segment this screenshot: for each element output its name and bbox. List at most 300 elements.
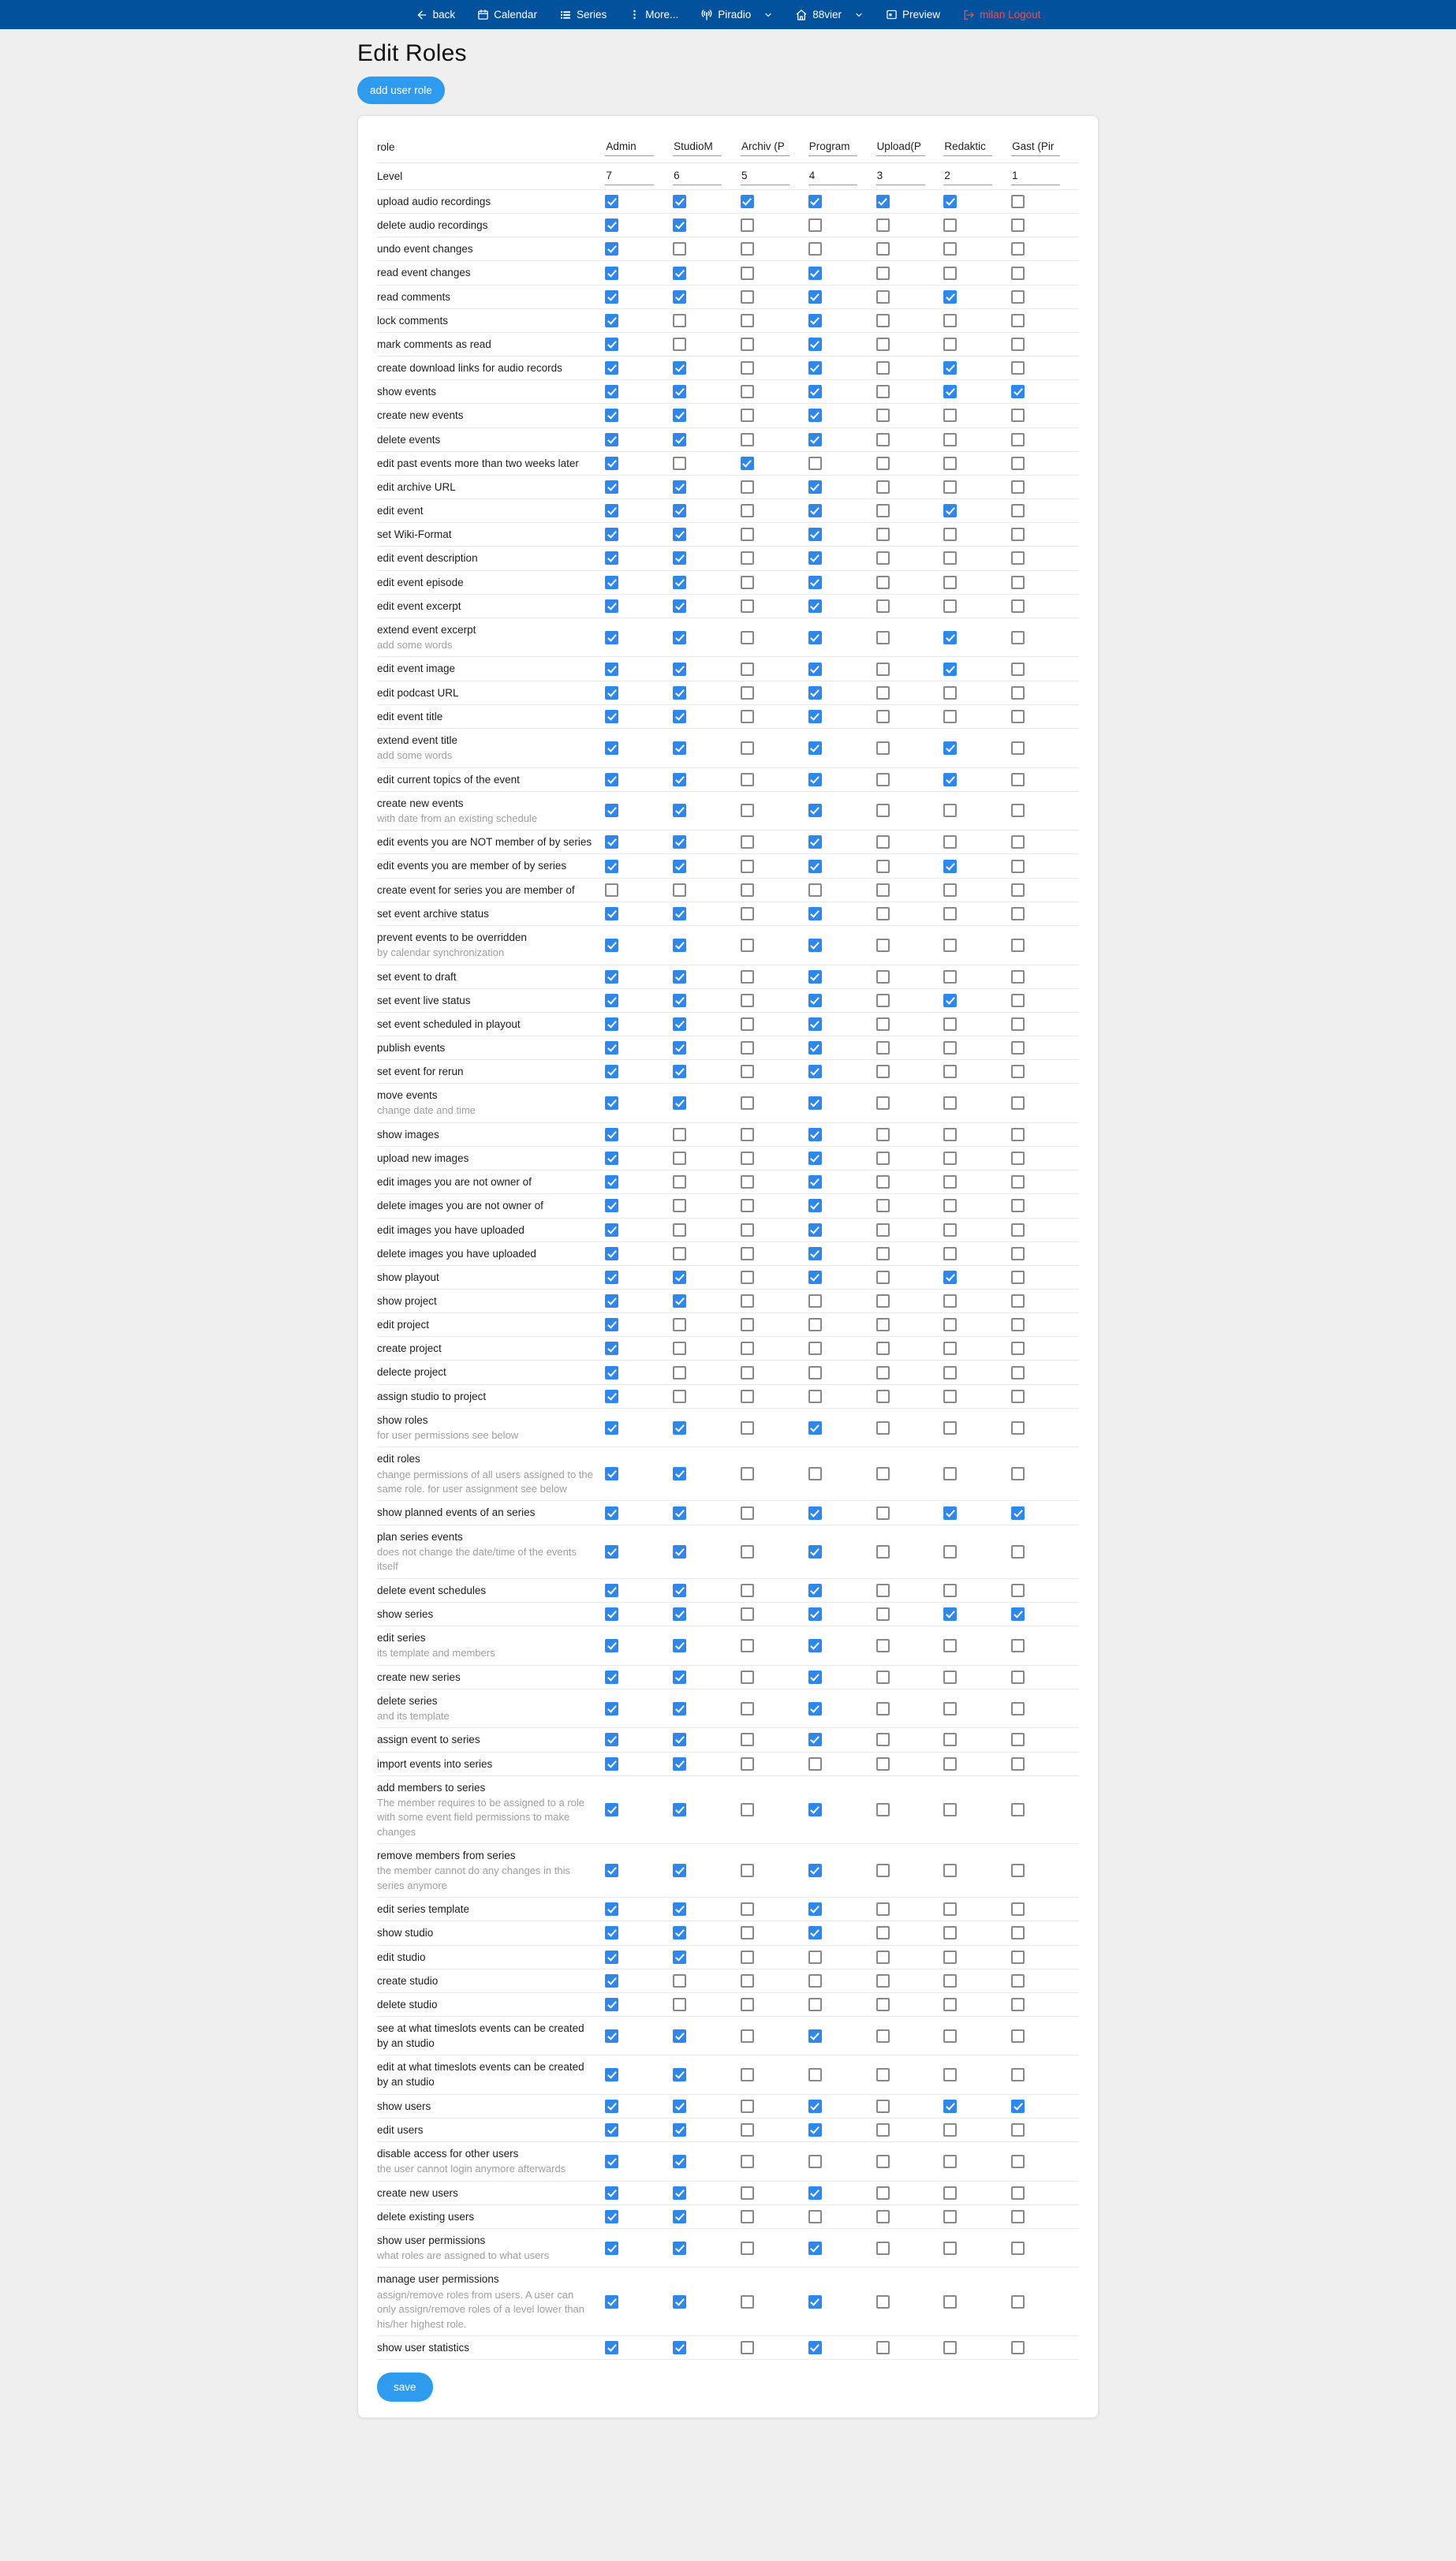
permission-checkbox[interactable] (605, 1342, 618, 1355)
permission-checkbox[interactable] (605, 1951, 618, 1964)
permission-checkbox[interactable] (808, 994, 822, 1007)
permission-checkbox[interactable] (876, 1366, 890, 1379)
permission-checkbox[interactable] (741, 1175, 754, 1189)
permission-checkbox[interactable] (808, 2295, 822, 2309)
permission-checkbox[interactable] (1011, 338, 1025, 351)
permission-checkbox[interactable] (808, 242, 822, 256)
permission-checkbox[interactable] (876, 994, 890, 1007)
permission-checkbox[interactable] (741, 1926, 754, 1939)
permission-checkbox[interactable] (741, 433, 754, 446)
permission-checkbox[interactable] (876, 1671, 890, 1684)
permission-checkbox[interactable] (673, 314, 686, 327)
permission-checkbox[interactable] (943, 1467, 957, 1480)
permission-checkbox[interactable] (605, 1128, 618, 1141)
permission-checkbox[interactable] (943, 409, 957, 422)
permission-checkbox[interactable] (673, 1342, 686, 1355)
permission-checkbox[interactable] (876, 1639, 890, 1652)
permission-checkbox[interactable] (943, 835, 957, 849)
permission-checkbox[interactable] (808, 1294, 822, 1308)
permission-checkbox[interactable] (673, 2242, 686, 2255)
permission-checkbox[interactable] (808, 773, 822, 786)
permission-checkbox[interactable] (1011, 1041, 1025, 1055)
permission-checkbox[interactable] (943, 2123, 957, 2137)
permission-checkbox[interactable] (741, 686, 754, 700)
permission-checkbox[interactable] (808, 385, 822, 398)
permission-checkbox[interactable] (1011, 2186, 1025, 2200)
permission-checkbox[interactable] (673, 883, 686, 897)
permission-checkbox[interactable] (876, 907, 890, 920)
permission-checkbox[interactable] (876, 1757, 890, 1771)
permission-checkbox[interactable] (808, 1247, 822, 1260)
permission-checkbox[interactable] (1011, 218, 1025, 232)
permission-checkbox[interactable] (943, 2210, 957, 2223)
permission-checkbox[interactable] (876, 1223, 890, 1237)
permission-checkbox[interactable] (876, 1247, 890, 1260)
permission-checkbox[interactable] (876, 939, 890, 952)
permission-checkbox[interactable] (1011, 1864, 1025, 1877)
permission-checkbox[interactable] (943, 2186, 957, 2200)
permission-checkbox[interactable] (943, 741, 957, 755)
permission-checkbox[interactable] (808, 1096, 822, 1110)
permission-checkbox[interactable] (673, 741, 686, 755)
permission-checkbox[interactable] (943, 1175, 957, 1189)
permission-checkbox[interactable] (605, 1065, 618, 1078)
permission-checkbox[interactable] (876, 338, 890, 351)
permission-checkbox[interactable] (673, 773, 686, 786)
permission-checkbox[interactable] (1011, 1974, 1025, 1988)
permission-checkbox[interactable] (1011, 1998, 1025, 2011)
permission-checkbox[interactable] (1011, 1175, 1025, 1189)
permission-checkbox[interactable] (876, 1864, 890, 1877)
permission-checkbox[interactable] (1011, 2155, 1025, 2168)
permission-checkbox[interactable] (673, 686, 686, 700)
role-name-input[interactable]: Archiv (P (741, 138, 790, 156)
permission-checkbox[interactable] (605, 267, 618, 280)
permission-checkbox[interactable] (808, 1467, 822, 1480)
permission-checkbox[interactable] (741, 528, 754, 541)
permission-checkbox[interactable] (1011, 1318, 1025, 1331)
permission-checkbox[interactable] (808, 804, 822, 817)
permission-checkbox[interactable] (741, 195, 754, 208)
permission-checkbox[interactable] (605, 290, 618, 304)
permission-checkbox[interactable] (876, 1271, 890, 1284)
permission-checkbox[interactable] (741, 2068, 754, 2081)
permission-checkbox[interactable] (605, 1702, 618, 1715)
permission-checkbox[interactable] (741, 804, 754, 817)
permission-checkbox[interactable] (1011, 290, 1025, 304)
permission-checkbox[interactable] (673, 1421, 686, 1435)
permission-checkbox[interactable] (673, 195, 686, 208)
permission-checkbox[interactable] (808, 1506, 822, 1520)
permission-checkbox[interactable] (876, 409, 890, 422)
level-input[interactable]: 2 (943, 167, 992, 185)
permission-checkbox[interactable] (943, 2068, 957, 2081)
permission-checkbox[interactable] (876, 2295, 890, 2309)
permission-checkbox[interactable] (943, 2029, 957, 2043)
role-name-input[interactable]: Program (808, 138, 857, 156)
permission-checkbox[interactable] (605, 551, 618, 565)
permission-checkbox[interactable] (673, 218, 686, 232)
permission-checkbox[interactable] (741, 835, 754, 849)
permission-checkbox[interactable] (943, 686, 957, 700)
permission-checkbox[interactable] (1011, 2210, 1025, 2223)
permission-checkbox[interactable] (1011, 860, 1025, 873)
permission-checkbox[interactable] (605, 686, 618, 700)
permission-checkbox[interactable] (605, 409, 618, 422)
permission-checkbox[interactable] (673, 1902, 686, 1916)
level-input[interactable]: 6 (673, 167, 722, 185)
permission-checkbox[interactable] (605, 1223, 618, 1237)
permission-checkbox[interactable] (876, 741, 890, 755)
permission-checkbox[interactable] (605, 860, 618, 873)
permission-checkbox[interactable] (741, 1733, 754, 1746)
permission-checkbox[interactable] (876, 1065, 890, 1078)
permission-checkbox[interactable] (808, 1671, 822, 1684)
permission-checkbox[interactable] (943, 1639, 957, 1652)
permission-checkbox[interactable] (876, 267, 890, 280)
permission-checkbox[interactable] (943, 773, 957, 786)
permission-checkbox[interactable] (1011, 686, 1025, 700)
permission-checkbox[interactable] (876, 433, 890, 446)
permission-checkbox[interactable] (605, 1864, 618, 1877)
permission-checkbox[interactable] (673, 242, 686, 256)
level-input[interactable]: 5 (741, 167, 790, 185)
permission-checkbox[interactable] (741, 551, 754, 565)
permission-checkbox[interactable] (673, 1733, 686, 1746)
level-input[interactable]: 1 (1011, 167, 1060, 185)
permission-checkbox[interactable] (1011, 1702, 1025, 1715)
permission-checkbox[interactable] (943, 1702, 957, 1715)
permission-checkbox[interactable] (943, 1223, 957, 1237)
permission-checkbox[interactable] (605, 1175, 618, 1189)
role-name-input[interactable]: Admin (605, 138, 654, 156)
permission-checkbox[interactable] (808, 1607, 822, 1621)
permission-checkbox[interactable] (876, 2155, 890, 2168)
permission-checkbox[interactable] (1011, 710, 1025, 723)
permission-checkbox[interactable] (605, 2341, 618, 2354)
permission-checkbox[interactable] (808, 1223, 822, 1237)
permission-checkbox[interactable] (673, 1017, 686, 1031)
permission-checkbox[interactable] (605, 1545, 618, 1559)
nav-series[interactable] (559, 9, 607, 21)
permission-checkbox[interactable] (605, 2186, 618, 2200)
permission-checkbox[interactable] (876, 883, 890, 897)
permission-checkbox[interactable] (605, 741, 618, 755)
nav-more[interactable] (629, 9, 678, 21)
permission-checkbox[interactable] (876, 1342, 890, 1355)
permission-checkbox[interactable] (1011, 2100, 1025, 2113)
permission-checkbox[interactable] (605, 1607, 618, 1621)
permission-checkbox[interactable] (673, 2155, 686, 2168)
permission-checkbox[interactable] (741, 2242, 754, 2255)
permission-checkbox[interactable] (1011, 1951, 1025, 1964)
permission-checkbox[interactable] (605, 385, 618, 398)
permission-checkbox[interactable] (605, 970, 618, 984)
permission-checkbox[interactable] (943, 1951, 957, 1964)
permission-checkbox[interactable] (741, 1199, 754, 1212)
permission-checkbox[interactable] (741, 741, 754, 755)
role-name-input[interactable]: Gast (Pir (1011, 138, 1060, 156)
permission-checkbox[interactable] (605, 314, 618, 327)
permission-checkbox[interactable] (943, 860, 957, 873)
permission-checkbox[interactable] (808, 267, 822, 280)
permission-checkbox[interactable] (943, 883, 957, 897)
permission-checkbox[interactable] (943, 1152, 957, 1165)
permission-checkbox[interactable] (808, 1584, 822, 1597)
permission-checkbox[interactable] (808, 1271, 822, 1284)
permission-checkbox[interactable] (1011, 1223, 1025, 1237)
permission-checkbox[interactable] (808, 409, 822, 422)
permission-checkbox[interactable] (876, 218, 890, 232)
nav-preview[interactable] (886, 9, 940, 21)
permission-checkbox[interactable] (1011, 1199, 1025, 1212)
permission-checkbox[interactable] (673, 576, 686, 589)
permission-checkbox[interactable] (673, 804, 686, 817)
permission-checkbox[interactable] (605, 1467, 618, 1480)
permission-checkbox[interactable] (741, 2029, 754, 2043)
permission-checkbox[interactable] (808, 939, 822, 952)
permission-checkbox[interactable] (673, 1041, 686, 1055)
nav-logout[interactable] (962, 9, 1040, 21)
permission-checkbox[interactable] (876, 1803, 890, 1816)
permission-checkbox[interactable] (808, 1998, 822, 2011)
add-user-role-button[interactable]: add user role (357, 77, 445, 104)
permission-checkbox[interactable] (808, 2123, 822, 2137)
permission-checkbox[interactable] (673, 2029, 686, 2043)
permission-checkbox[interactable] (1011, 480, 1025, 494)
permission-checkbox[interactable] (943, 195, 957, 208)
permission-checkbox[interactable] (808, 1733, 822, 1746)
permission-checkbox[interactable] (876, 1318, 890, 1331)
permission-checkbox[interactable] (943, 710, 957, 723)
permission-checkbox[interactable] (808, 1390, 822, 1403)
permission-checkbox[interactable] (673, 1223, 686, 1237)
permission-checkbox[interactable] (876, 528, 890, 541)
permission-checkbox[interactable] (808, 741, 822, 755)
permission-checkbox[interactable] (876, 599, 890, 613)
permission-checkbox[interactable] (876, 686, 890, 700)
permission-checkbox[interactable] (876, 1175, 890, 1189)
permission-checkbox[interactable] (1011, 773, 1025, 786)
permission-checkbox[interactable] (808, 860, 822, 873)
permission-checkbox[interactable] (876, 1702, 890, 1715)
permission-checkbox[interactable] (1011, 1421, 1025, 1435)
permission-checkbox[interactable] (1011, 409, 1025, 422)
role-name-input[interactable]: Upload(P (876, 138, 925, 156)
permission-checkbox[interactable] (943, 1584, 957, 1597)
permission-checkbox[interactable] (605, 1733, 618, 1746)
permission-checkbox[interactable] (943, 1199, 957, 1212)
permission-checkbox[interactable] (1011, 1467, 1025, 1480)
permission-checkbox[interactable] (673, 1584, 686, 1597)
nav-calendar[interactable] (477, 9, 537, 21)
permission-checkbox[interactable] (808, 1864, 822, 1877)
permission-checkbox[interactable] (943, 1096, 957, 1110)
permission-checkbox[interactable] (1011, 1271, 1025, 1284)
permission-checkbox[interactable] (808, 1974, 822, 1988)
permission-checkbox[interactable] (741, 1041, 754, 1055)
permission-checkbox[interactable] (673, 1366, 686, 1379)
permission-checkbox[interactable] (673, 2341, 686, 2354)
permission-checkbox[interactable] (741, 1506, 754, 1520)
permission-checkbox[interactable] (605, 1041, 618, 1055)
permission-checkbox[interactable] (876, 1733, 890, 1746)
permission-checkbox[interactable] (605, 457, 618, 470)
level-input[interactable]: 7 (605, 167, 654, 185)
permission-checkbox[interactable] (1011, 2123, 1025, 2137)
permission-checkbox[interactable] (605, 804, 618, 817)
permission-checkbox[interactable] (808, 576, 822, 589)
permission-checkbox[interactable] (1011, 1671, 1025, 1684)
permission-checkbox[interactable] (1011, 551, 1025, 565)
permission-checkbox[interactable] (876, 663, 890, 676)
permission-checkbox[interactable] (808, 1951, 822, 1964)
permission-checkbox[interactable] (808, 2155, 822, 2168)
permission-checkbox[interactable] (876, 504, 890, 517)
permission-checkbox[interactable] (1011, 1584, 1025, 1597)
permission-checkbox[interactable] (808, 433, 822, 446)
nav-station-dropdown[interactable] (795, 9, 864, 21)
permission-checkbox[interactable] (808, 1152, 822, 1165)
permission-checkbox[interactable] (605, 2155, 618, 2168)
permission-checkbox[interactable] (943, 2242, 957, 2255)
permission-checkbox[interactable] (741, 218, 754, 232)
permission-checkbox[interactable] (673, 631, 686, 644)
permission-checkbox[interactable] (741, 290, 754, 304)
permission-checkbox[interactable] (605, 504, 618, 517)
permission-checkbox[interactable] (808, 2210, 822, 2223)
permission-checkbox[interactable] (876, 1199, 890, 1212)
permission-checkbox[interactable] (1011, 1607, 1025, 1621)
permission-checkbox[interactable] (673, 1757, 686, 1771)
permission-checkbox[interactable] (943, 631, 957, 644)
permission-checkbox[interactable] (605, 1902, 618, 1916)
permission-checkbox[interactable] (1011, 2295, 1025, 2309)
permission-checkbox[interactable] (943, 1065, 957, 1078)
level-input[interactable]: 3 (876, 167, 925, 185)
permission-checkbox[interactable] (943, 267, 957, 280)
permission-checkbox[interactable] (673, 860, 686, 873)
permission-checkbox[interactable] (741, 1366, 754, 1379)
permission-checkbox[interactable] (673, 939, 686, 952)
permission-checkbox[interactable] (1011, 576, 1025, 589)
permission-checkbox[interactable] (876, 710, 890, 723)
permission-checkbox[interactable] (808, 2242, 822, 2255)
permission-checkbox[interactable] (605, 1926, 618, 1939)
permission-checkbox[interactable] (808, 1639, 822, 1652)
permission-checkbox[interactable] (808, 663, 822, 676)
permission-checkbox[interactable] (876, 2242, 890, 2255)
permission-checkbox[interactable] (1011, 970, 1025, 984)
permission-checkbox[interactable] (943, 804, 957, 817)
permission-checkbox[interactable] (876, 2100, 890, 2113)
permission-checkbox[interactable] (741, 385, 754, 398)
permission-checkbox[interactable] (808, 1545, 822, 1559)
permission-checkbox[interactable] (605, 1017, 618, 1031)
permission-checkbox[interactable] (741, 1223, 754, 1237)
permission-checkbox[interactable] (605, 773, 618, 786)
permission-checkbox[interactable] (943, 599, 957, 613)
permission-checkbox[interactable] (741, 1294, 754, 1308)
permission-checkbox[interactable] (605, 361, 618, 375)
permission-checkbox[interactable] (673, 2068, 686, 2081)
permission-checkbox[interactable] (943, 1342, 957, 1355)
permission-checkbox[interactable] (876, 1152, 890, 1165)
permission-checkbox[interactable] (876, 385, 890, 398)
permission-checkbox[interactable] (808, 290, 822, 304)
permission-checkbox[interactable] (1011, 195, 1025, 208)
permission-checkbox[interactable] (943, 2155, 957, 2168)
permission-checkbox[interactable] (1011, 2341, 1025, 2354)
permission-checkbox[interactable] (741, 994, 754, 1007)
permission-checkbox[interactable] (741, 1951, 754, 1964)
permission-checkbox[interactable] (808, 2029, 822, 2043)
permission-checkbox[interactable] (605, 994, 618, 1007)
permission-checkbox[interactable] (741, 710, 754, 723)
permission-checkbox[interactable] (605, 1247, 618, 1260)
permission-checkbox[interactable] (741, 1803, 754, 1816)
permission-checkbox[interactable] (605, 1639, 618, 1652)
permission-checkbox[interactable] (605, 576, 618, 589)
permission-checkbox[interactable] (741, 1128, 754, 1141)
permission-checkbox[interactable] (876, 2123, 890, 2137)
permission-checkbox[interactable] (943, 1128, 957, 1141)
permission-checkbox[interactable] (943, 1017, 957, 1031)
permission-checkbox[interactable] (876, 1545, 890, 1559)
permission-checkbox[interactable] (673, 1065, 686, 1078)
permission-checkbox[interactable] (741, 1702, 754, 1715)
permission-checkbox[interactable] (808, 1421, 822, 1435)
permission-checkbox[interactable] (1011, 457, 1025, 470)
permission-checkbox[interactable] (673, 385, 686, 398)
permission-checkbox[interactable] (673, 1671, 686, 1684)
permission-checkbox[interactable] (741, 1864, 754, 1877)
permission-checkbox[interactable] (876, 1041, 890, 1055)
permission-checkbox[interactable] (673, 480, 686, 494)
permission-checkbox[interactable] (943, 907, 957, 920)
permission-checkbox[interactable] (1011, 1390, 1025, 1403)
permission-checkbox[interactable] (1011, 599, 1025, 613)
permission-checkbox[interactable] (605, 1318, 618, 1331)
permission-checkbox[interactable] (673, 1607, 686, 1621)
permission-checkbox[interactable] (605, 218, 618, 232)
permission-checkbox[interactable] (673, 457, 686, 470)
permission-checkbox[interactable] (605, 1152, 618, 1165)
permission-checkbox[interactable] (741, 2186, 754, 2200)
permission-checkbox[interactable] (808, 1175, 822, 1189)
permission-checkbox[interactable] (808, 710, 822, 723)
permission-checkbox[interactable] (1011, 1733, 1025, 1746)
permission-checkbox[interactable] (943, 1733, 957, 1746)
permission-checkbox[interactable] (943, 290, 957, 304)
permission-checkbox[interactable] (943, 1294, 957, 1308)
permission-checkbox[interactable] (876, 242, 890, 256)
permission-checkbox[interactable] (741, 1342, 754, 1355)
permission-checkbox[interactable] (673, 1998, 686, 2011)
permission-checkbox[interactable] (808, 361, 822, 375)
permission-checkbox[interactable] (741, 504, 754, 517)
permission-checkbox[interactable] (876, 1584, 890, 1597)
permission-checkbox[interactable] (605, 907, 618, 920)
permission-checkbox[interactable] (808, 1065, 822, 1078)
permission-checkbox[interactable] (943, 242, 957, 256)
permission-checkbox[interactable] (1011, 385, 1025, 398)
permission-checkbox[interactable] (943, 2295, 957, 2309)
permission-checkbox[interactable] (673, 1128, 686, 1141)
permission-checkbox[interactable] (673, 409, 686, 422)
permission-checkbox[interactable] (943, 2341, 957, 2354)
permission-checkbox[interactable] (741, 1671, 754, 1684)
